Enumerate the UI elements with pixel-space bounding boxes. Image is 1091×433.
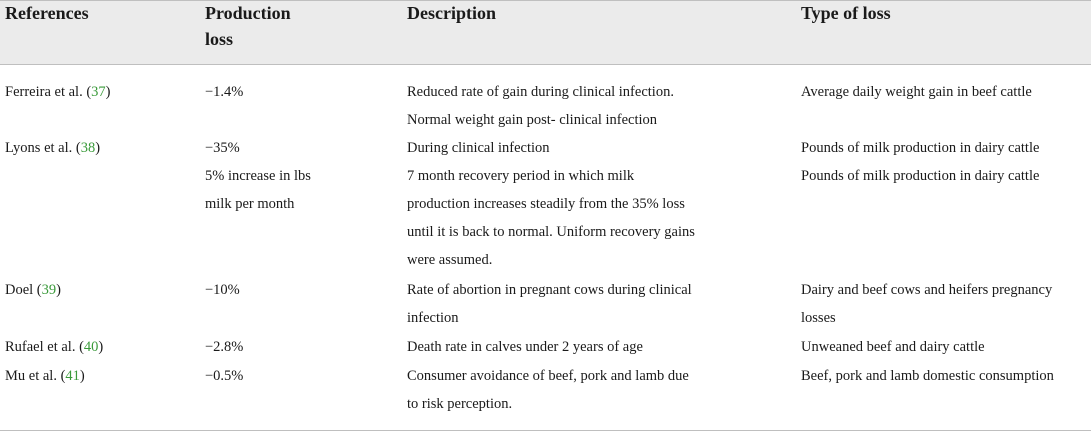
reference-link[interactable]: 41	[65, 368, 80, 384]
table-row-reference	[5, 333, 103, 361]
reference-author: Lyons et al. (	[5, 140, 81, 156]
description-line: Normal weight gain post- clinical infection	[407, 112, 658, 128]
table-header-background	[0, 0, 1091, 64]
description-line: 7 month recovery period in which milk	[407, 168, 635, 184]
reference-link[interactable]: 38	[80, 140, 96, 156]
type-of-loss-line: Beef, pork and lamb domestic consumption	[801, 368, 1054, 384]
production-loss-value: −1.4%	[205, 84, 244, 100]
production-loss-value: −10%	[205, 282, 240, 298]
reference-author: Mu et al. (	[5, 368, 66, 384]
reference-author: Rufael et al. (	[5, 339, 84, 355]
header-type-of-loss: Type of loss	[801, 3, 891, 23]
reference-link[interactable]: 39	[41, 282, 57, 298]
header-production-loss-line2: loss	[205, 29, 234, 49]
description-line: Rate of abortion in pregnant cows during clinical	[407, 282, 692, 298]
table-row-reference	[5, 78, 111, 106]
description-line: were assumed.	[407, 252, 493, 268]
description-line: until it is back to normal. Uniform recovery gains	[407, 224, 695, 240]
table-bottom-rule	[0, 430, 1091, 431]
reference-author: Ferreira et al. (	[5, 84, 92, 100]
production-loss-value: −0.5%	[205, 368, 244, 384]
description-line: infection	[407, 310, 459, 326]
type-of-loss-line: losses	[801, 310, 836, 326]
reference-link[interactable]: 40	[83, 339, 99, 355]
description-line: During clinical infection	[407, 140, 550, 156]
table-top-rule	[0, 0, 1091, 1]
production-loss-value: −35%	[205, 140, 240, 156]
table-row-reference	[5, 134, 100, 162]
reference-close: )	[105, 84, 111, 100]
reference-close: )	[56, 282, 61, 298]
production-loss-value: milk per month	[205, 196, 295, 212]
description-line: to risk perception.	[407, 396, 513, 412]
type-of-loss-line: Dairy and beef cows and heifers pregnancy	[801, 282, 1053, 298]
table-row-reference	[5, 362, 85, 390]
reference-close: )	[98, 339, 104, 355]
description-line: production increases steadily from the 35% loss	[407, 196, 685, 212]
header-references: References	[5, 3, 89, 23]
reference-author: Doel (	[5, 282, 42, 298]
description-line: Reduced rate of gain during clinical infection.	[407, 84, 674, 100]
reference-close: )	[95, 140, 101, 156]
table-header-rule	[0, 64, 1091, 65]
production-loss-value: −2.8%	[205, 339, 244, 355]
type-of-loss-line: Average daily weight gain in beef cattle	[801, 84, 1032, 100]
reference-link[interactable]: 37	[91, 84, 106, 100]
type-of-loss-line: Pounds of milk production in dairy cattle	[801, 168, 1040, 184]
type-of-loss-line: Pounds of milk production in dairy cattle	[801, 140, 1040, 156]
header-description: Description	[407, 3, 496, 23]
table-row-reference	[5, 276, 61, 304]
type-of-loss-line: Unweaned beef and dairy cattle	[801, 339, 985, 355]
description-line: Death rate in calves under 2 years of age	[407, 339, 643, 355]
reference-close: )	[79, 368, 85, 384]
header-production-loss-line1: Production	[205, 3, 291, 23]
production-loss-value: 5% increase in lbs	[205, 168, 311, 184]
description-line: Consumer avoidance of beef, pork and lamb due	[407, 368, 689, 384]
